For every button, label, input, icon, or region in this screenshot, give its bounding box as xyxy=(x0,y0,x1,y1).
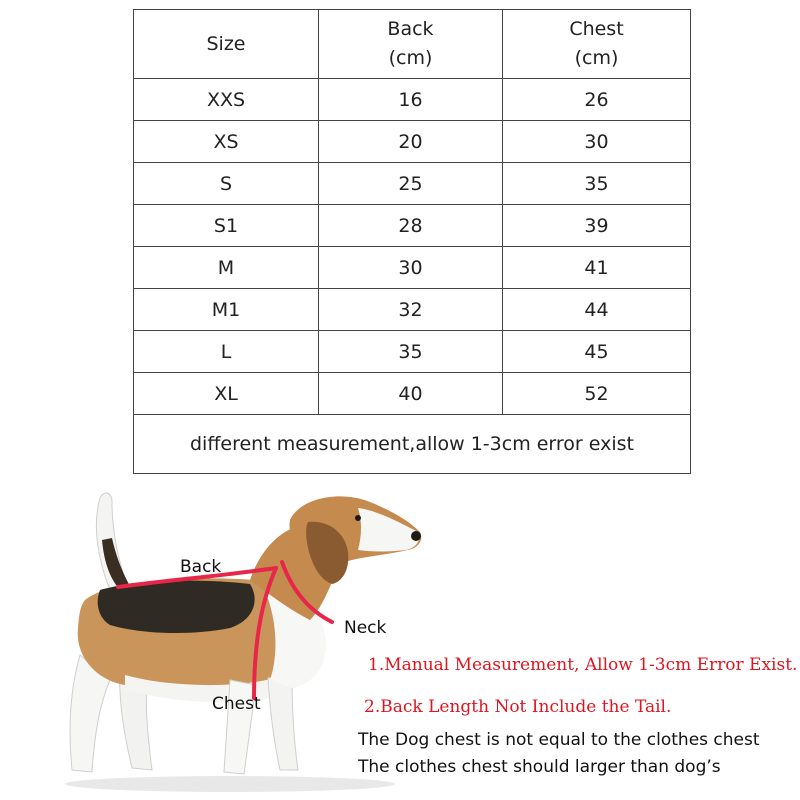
table-row xyxy=(134,205,691,247)
header-chest: Chest (cm) xyxy=(503,10,691,79)
dog-harness-illustration xyxy=(40,480,480,800)
table-header-row xyxy=(134,10,691,79)
cell-chest: 45 xyxy=(503,331,691,373)
chest-larger-note: The clothes chest should larger than dog’s xyxy=(358,757,721,777)
table-row xyxy=(134,79,691,121)
manual-measurement-note: 1.Manual Measurement, Allow 1-3cm Error Exist. xyxy=(368,655,798,675)
chest-label: Chest xyxy=(212,694,261,714)
cell-chest: 44 xyxy=(503,289,691,331)
dog-nose xyxy=(411,531,421,541)
header-back: Back (cm) xyxy=(319,10,503,79)
cell-size: S1 xyxy=(134,205,319,247)
size-chart-table xyxy=(133,9,691,474)
table-row xyxy=(134,163,691,205)
cell-back: 20 xyxy=(319,121,503,163)
back-length-note: 2.Back Length Not Include the Tail. xyxy=(364,697,672,717)
measurement-error-note: different measurement,allow 1-3cm error exist xyxy=(134,415,691,474)
cell-back: 25 xyxy=(319,163,503,205)
cell-back: 40 xyxy=(319,373,503,415)
cell-chest: 30 xyxy=(503,121,691,163)
cell-back: 32 xyxy=(319,289,503,331)
cell-chest: 26 xyxy=(503,79,691,121)
cell-size: M xyxy=(134,247,319,289)
header-size: Size xyxy=(134,10,319,79)
dog-front-leg xyxy=(268,676,298,770)
cell-back: 30 xyxy=(319,247,503,289)
cell-size: XXS xyxy=(134,79,319,121)
table-row xyxy=(134,373,691,415)
table-row xyxy=(134,331,691,373)
cell-size: XL xyxy=(134,373,319,415)
cell-size: M1 xyxy=(134,289,319,331)
back-label: Back xyxy=(180,557,222,577)
cell-size: XS xyxy=(134,121,319,163)
cell-chest: 35 xyxy=(503,163,691,205)
cell-back: 28 xyxy=(319,205,503,247)
cell-chest: 52 xyxy=(503,373,691,415)
cell-chest: 41 xyxy=(503,247,691,289)
table-row xyxy=(134,289,691,331)
ground-shadow xyxy=(65,776,395,792)
dog-eye xyxy=(355,515,361,521)
neck-label: Neck xyxy=(344,618,387,638)
cell-back: 35 xyxy=(319,331,503,373)
cell-chest: 39 xyxy=(503,205,691,247)
cell-size: S xyxy=(134,163,319,205)
chest-not-equal-note: The Dog chest is not equal to the clothes chest xyxy=(358,730,760,750)
table-row xyxy=(134,121,691,163)
cell-back: 16 xyxy=(319,79,503,121)
cell-size: L xyxy=(134,331,319,373)
table-row xyxy=(134,247,691,289)
table-footer-row xyxy=(134,415,691,474)
